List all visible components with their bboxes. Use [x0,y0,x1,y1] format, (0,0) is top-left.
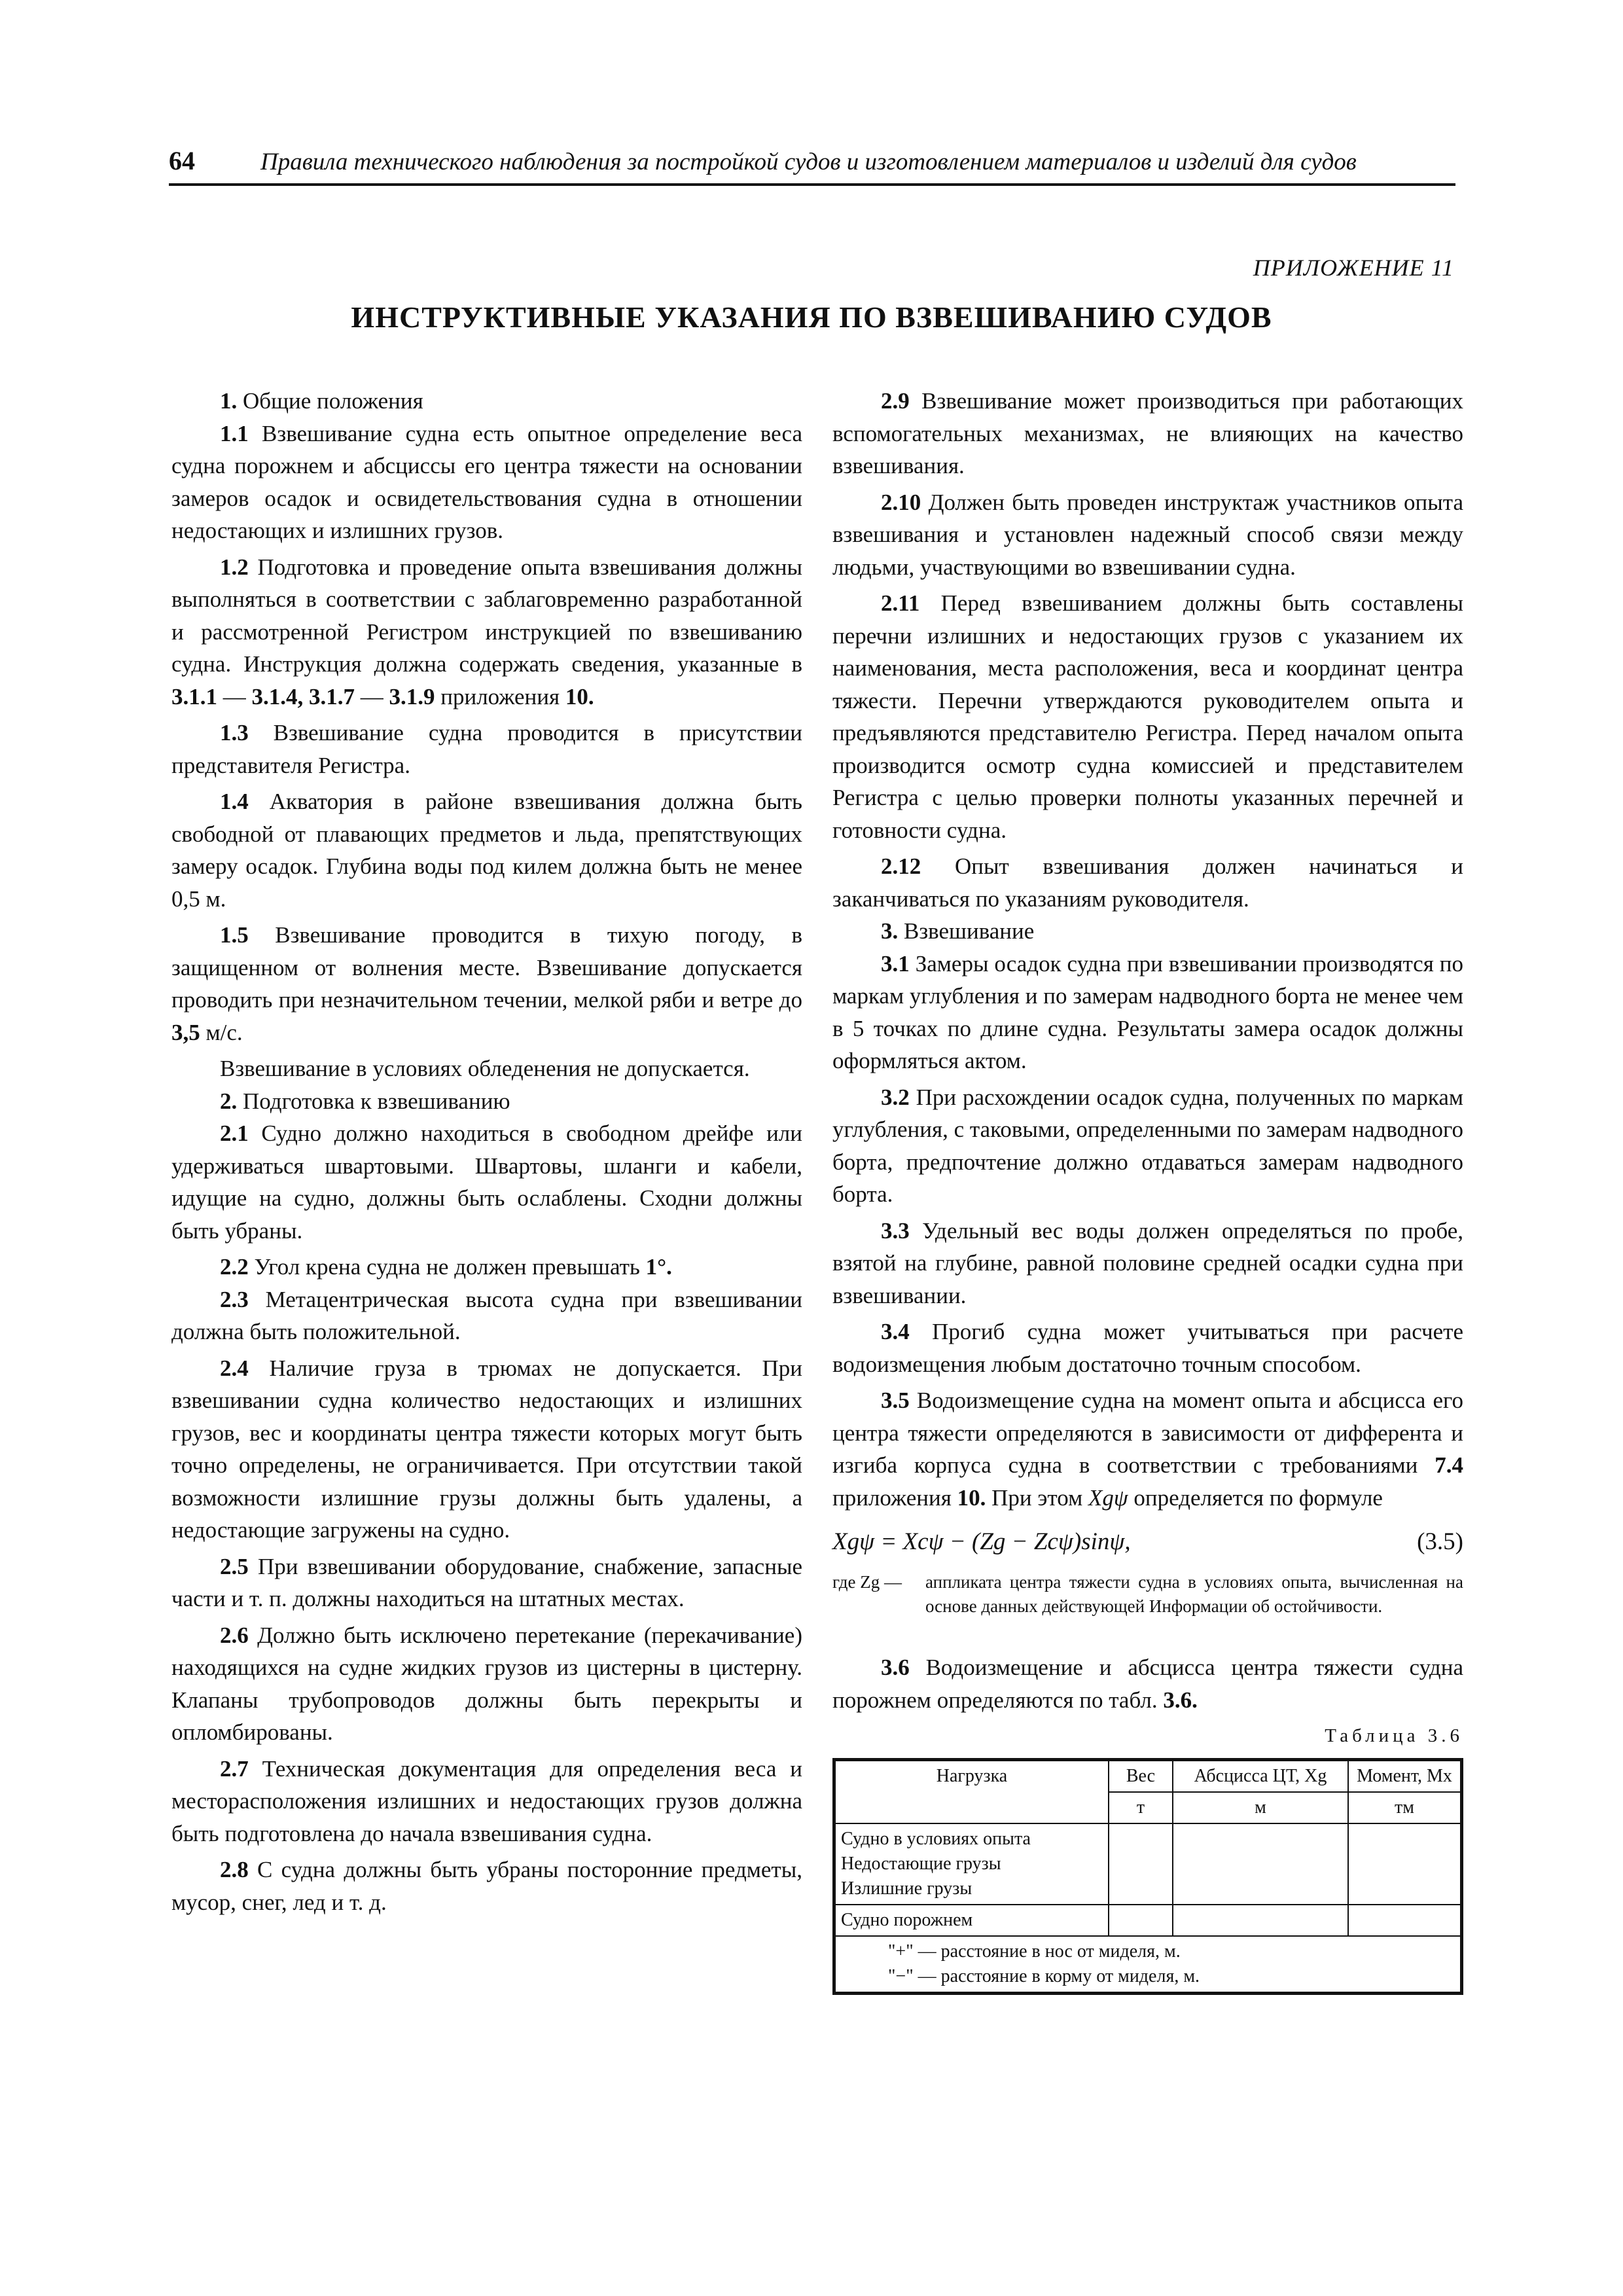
legend-text: аппликата центра тяжести судна в условиях опыта, вычисленная на основе данных действующей Информации об остойчивости. [925,1572,1463,1616]
table-caption: Таблица 3.6 [1325,1725,1463,1746]
table-header-cell: Абсцисса ЦТ, Xg [1173,1759,1348,1792]
table-unit-cell: тм [1348,1792,1462,1823]
running-title: Правила технического наблюдения за постройкой судов и изготовлением материалов и изделий для судов [260,149,1357,175]
paragraph-3-6: 3.6 Водоизмещение и абсцисса центра тяжести судна порожнем определяются по табл. 3.6. [832,1655,1463,1713]
table-cell [1348,1905,1462,1936]
paragraph-1-5-icing: Взвешивание в условиях обледенения не допускается. [220,1056,750,1081]
table-note: "−" — расстояние в корму от миделя, м. [888,1965,1200,1986]
section-heading-1: 1. Общие положения [220,388,423,414]
section-heading-2: 2. Подготовка к взвешиванию [220,1088,510,1114]
paragraph-2-11: 2.11 Перед взвешиванием должны быть составлены перечни излишних и недостающих грузов с указанием их наименования, места расположения, веса и координат центра тяжести. Перечни утверждаются руководителем опыта и предъявляются представителю Регистра. Перед началом опыта производится осмотр судна комиссией и представителем Регистра с целью проверки полноты указанных перечней и готовности судна. [832,590,1464,843]
paragraph-2-3: 2.3 Метацентрическая высота судна при взвешивании должна быть положительной. [171,1286,803,1344]
table-unit-cell: м [1173,1792,1348,1823]
paragraph-3-4: 3.4 Прогиб судна может учитываться при расчете водоизмещения любым достаточно точным способом. [832,1319,1464,1377]
left-column [171,385,802,1918]
paragraph-2-2: 2.2 Угол крена судна не должен превышать 1°. [220,1254,672,1280]
running-head [169,145,1455,186]
paragraph-3-2: 3.2 При расхождении осадок судна, полученных по маркам углубления, с таковыми, определенными по замерам надводного борта, предпочтение должно отдаваться замерам надводного борта. [832,1084,1463,1207]
paragraph-1-2: 1.2 Подготовка и проведение опыта взвешивания должны выполняться в соответствии с заблаговременно разработанной и рассмотренной Регистром инструкцией по взвешиванию судна. Инструкция должна содержать сведения, указанные в 3.1.1 — 3.1.4, 3.1.7 — 3.1.9 приложения 10. [171,554,802,709]
table-notes-row [834,1936,1462,1994]
paragraph-3-1: 3.1 Замеры осадок судна при взвешивании производятся по маркам углубления и по замерам надводного борта не менее чем в 5 точках по длине судна. Результаты замера осадок должны оформляться актом. [832,950,1463,1073]
weighing-table [832,1758,1463,1995]
table-row-label: Недостающие грузы [841,1853,1001,1874]
paragraph-2-8: 2.8 С судна должны быть убраны посторонние предметы, мусор, снег, лед и т. д. [171,1857,802,1915]
table-row-label: Судно в условиях опыта [841,1828,1031,1849]
paragraph-2-6: 2.6 Должно быть исключено перетекание (перекачивание) находящихся на судне жидких грузов из цистерны в цистерну. Клапаны трубопроводов должны быть перекрыты и опломбированы. [171,1622,803,1745]
legend-symbol: где Zg — [832,1572,902,1592]
paragraph-1-4: 1.4 Акватория в районе взвешивания должна быть свободной от плавающих предметов и льда, препятствующих замеру осадок. Глубина воды под килем должна быть не менее 0,5 м. [171,789,802,912]
table-cell [1348,1823,1462,1905]
paragraph-2-9: 2.9 Взвешивание может производиться при работающих вспомогательных механизмах, не влияющих на качество взвешивания. [832,388,1463,478]
table-notes [834,1936,1462,1994]
table-cell [1173,1905,1348,1936]
table-cell [1109,1905,1173,1936]
table-cell [1109,1823,1173,1905]
paragraph-2-1: 2.1 Судно должно находиться в свободном дрейфе или удерживаться швартовыми. Швартовы, шланги и кабели, идущие на судно, должны быть ослаблены. Сходни должны быть убраны. [171,1121,803,1244]
paragraph-3-5: 3.5 Водоизмещение судна на момент опыта и абсцисса его центра тяжести определяются в зависимости от дифферента и изгиба корпуса судна в соответствии с требованиями 7.4 приложения 10. При этом Xgψ определяется по формуле [832,1388,1464,1511]
appendix-label: ПРИЛОЖЕНИЕ 11 [1253,255,1454,281]
table-row [834,1905,1462,1936]
table-row-label: Излишние грузы [841,1878,972,1899]
formula-3-5 [832,1520,1463,1568]
paragraph-1-3: 1.3 Взвешивание судна проводится в присутствии представителя Регистра. [171,720,803,778]
paragraph-2-10: 2.10 Должен быть проведен инструктаж участников опыта взвешивания и установлен надежный способ связи между людьми, участвующими во взвешивании судна. [832,489,1464,580]
paragraph-2-4: 2.4 Наличие груза в трюмах не допускается. При взвешивании судна количество недостающих и излишних грузов, вес и координаты центра тяжести которых могут быть точно определены, не ограничивается. При отсутствии такой возможности излишние грузы должны быть удалены, а недостающие загружены на судно. [171,1355,803,1543]
table-header-cell: Вес [1109,1759,1173,1792]
table-note: "+" — расстояние в нос от миделя, м. [888,1941,1181,1962]
formula: Xgψ = Xcψ − (Zg − Zcψ)sinψ, [832,1528,1131,1555]
table-header-row [834,1759,1462,1792]
formula-number: (3.5) [1417,1528,1463,1555]
section-heading-3: 3. Взвешивание [881,918,1035,944]
paragraph-1-1: 1.1 Взвешивание судна есть опытное определение веса судна порожнем и абсциссы его центра тяжести на основании замеров осадок и освидетельствования судна в отношении недостающих и излишних грузов. [171,420,803,543]
formula-legend [832,1570,1463,1647]
table-row-label: Судно порожнем [834,1905,1109,1936]
paragraph-2-7: 2.7 Техническая документация для определения веса и месторасположения излишних и недостающих грузов должна быть подготовлена до начала взвешивания судна. [171,1755,802,1846]
table-row [834,1823,1462,1905]
paragraph-2-5: 2.5 При взвешивании оборудование, снабжение, запасные части и т. п. должны находиться на штатных местах. [171,1553,803,1611]
table-header-cell: Момент, Mx [1348,1759,1462,1792]
document-title: ИНСТРУКТИВНЫЕ УКАЗАНИЯ ПО ВЗВЕШИВАНИЮ СУДОВ [351,300,1272,334]
paragraph-3-3: 3.3 Удельный вес воды должен определяться по пробе, взятой на глубине, равной половине средней осадки судна при взвешивании. [832,1217,1464,1308]
right-column [832,385,1463,1995]
page-number: 64 [169,146,195,175]
table-unit-cell: т [1109,1792,1173,1823]
paragraph-1-5: 1.5 Взвешивание проводится в тихую погоду, в защищенном от волнения месте. Взвешивание допускается проводить при незначительном течении, мелкой ряби и ветре до 3,5 м/с. [171,922,803,1045]
paragraph-2-12: 2.12 Опыт взвешивания должен начинаться и заканчиваться по указаниям руководителя. [832,853,1464,912]
table-cell [1173,1823,1348,1905]
table-cell [834,1823,1109,1905]
table-header-cell: Нагрузка [834,1759,1109,1823]
